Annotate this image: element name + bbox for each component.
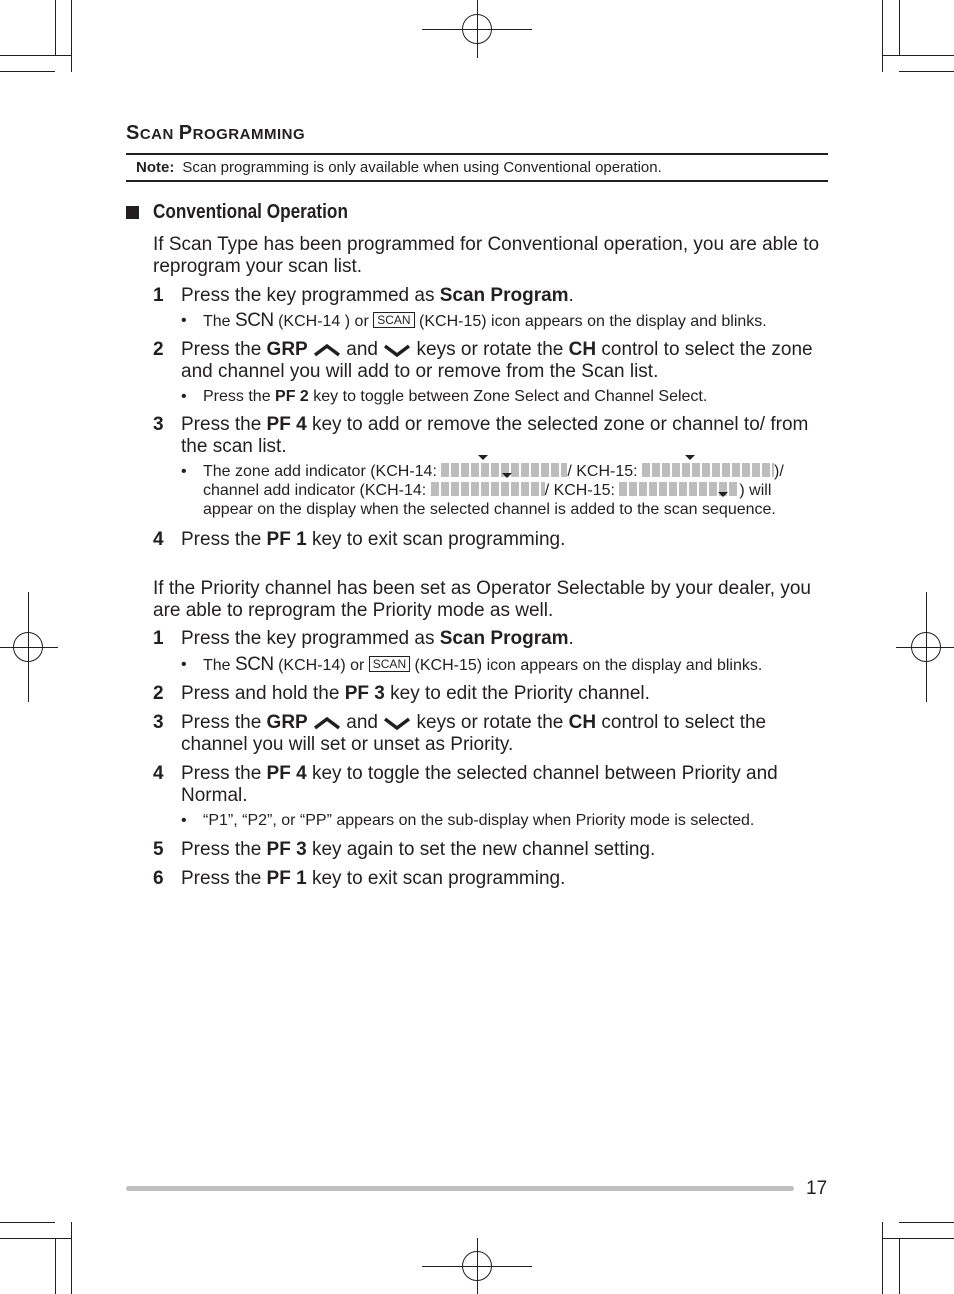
- step-text: Press the PF 3 key again to set the new channel setting.: [181, 839, 656, 860]
- step-text: Press the GRP and keys or rotate the CH control to select the channel you will set or unset as Priority.: [181, 712, 767, 755]
- scn-icon: SCN: [235, 310, 274, 331]
- step-number: 2: [153, 339, 164, 360]
- registration-mark: [13, 632, 43, 662]
- step-number: 4: [153, 763, 164, 784]
- step-number: 1: [153, 628, 164, 649]
- registration-mark: [462, 14, 492, 44]
- step-text: Press the key programmed as Scan Program.: [181, 285, 574, 306]
- bullet-dot: •: [181, 388, 187, 405]
- step-item: [153, 285, 833, 307]
- step-text: Press the PF 4 key to toggle the selected channel between Priority and Normal.: [181, 763, 778, 806]
- step-item: [153, 868, 833, 890]
- lcd-zone-indicator-kch15: [642, 463, 774, 477]
- step-item: [153, 763, 833, 807]
- crop-mark: [882, 1222, 883, 1294]
- step-item: [153, 628, 833, 650]
- registration-mark: [911, 632, 941, 662]
- step-item: [153, 339, 833, 383]
- intro-paragraph: If the Priority channel has been set as Operator Selectable by your dealer, you are able to reprogram the Priority mode as well.: [153, 578, 811, 621]
- note-box: [126, 153, 828, 182]
- bullet-item: [181, 811, 831, 830]
- bullet-text: The SCN (KCH-14 ) or SCAN (KCH-15) icon appears on the display and blinks.: [203, 310, 767, 331]
- lcd-channel-indicator-kch14: [431, 482, 545, 496]
- registration-mark: [462, 1251, 492, 1281]
- title-text: ROGRAMMING: [192, 126, 306, 143]
- step-item: [153, 712, 833, 756]
- scan-icon: SCAN: [369, 656, 410, 672]
- page-number: 17: [806, 1178, 828, 1199]
- crop-mark: [0, 71, 55, 72]
- crop-mark: [899, 0, 900, 55]
- bullet-dot: •: [181, 812, 187, 829]
- step-text: Press and hold the PF 3 key to edit the Priority channel.: [181, 683, 650, 704]
- step-text: Press the PF 1 key to exit scan programming.: [181, 868, 566, 889]
- title-text: S: [126, 122, 140, 144]
- step-item: [153, 683, 833, 705]
- title-text: CAN: [139, 126, 174, 143]
- crop-mark: [882, 55, 954, 56]
- bullet-text: “P1”, “P2”, or “PP” appears on the sub-display when Priority mode is selected.: [203, 812, 755, 829]
- crop-mark: [55, 1239, 56, 1294]
- bullet-text: The SCN (KCH-14) or SCAN (KCH-15) icon appears on the display and blinks.: [203, 654, 763, 675]
- step-number: 6: [153, 868, 164, 889]
- bullet-item: [181, 387, 831, 406]
- bullet-text: Press the PF 2 key to toggle between Zone Select and Channel Select.: [203, 388, 708, 405]
- step-text: Press the PF 1 key to exit scan programming.: [181, 529, 566, 550]
- step-text: Press the GRP and keys or rotate the CH control to select the zone and channel you will add to or remove from the Scan list.: [181, 339, 813, 382]
- section-heading: [126, 201, 380, 224]
- step-number: 2: [153, 683, 164, 704]
- note-label: Note:: [136, 159, 175, 176]
- bullet-item: [181, 655, 831, 675]
- crop-mark: [55, 0, 56, 55]
- step-number: 3: [153, 712, 164, 733]
- step-text: Press the PF 4 key to add or remove the selected zone or channel to/ from the scan list.: [181, 414, 809, 457]
- note-text: Scan programming is only available when using Conventional operation.: [182, 159, 662, 176]
- bullet-dot: •: [181, 656, 187, 673]
- square-bullet-icon: [126, 206, 139, 219]
- step-item: [153, 529, 833, 551]
- page-title: [126, 122, 305, 145]
- scan-icon: SCAN: [373, 312, 414, 328]
- crop-mark: [899, 71, 954, 72]
- chevron-down-icon: [383, 343, 411, 357]
- crop-mark: [71, 1222, 72, 1294]
- crop-mark: [0, 1238, 72, 1239]
- crop-mark: [882, 0, 883, 72]
- step-number: 5: [153, 839, 164, 860]
- crop-mark: [0, 1222, 55, 1223]
- step-item: [153, 414, 833, 458]
- bullet-item: [181, 311, 831, 331]
- crop-mark: [71, 0, 72, 72]
- crop-mark: [899, 1222, 954, 1223]
- chevron-up-icon: [313, 343, 341, 357]
- crop-mark: [882, 1238, 954, 1239]
- footer-rule: [126, 1186, 794, 1191]
- step-number: 3: [153, 414, 164, 435]
- step-number: 1: [153, 285, 164, 306]
- step-item: [153, 839, 833, 861]
- lcd-zone-indicator-kch14: [441, 463, 567, 477]
- crop-mark: [899, 1239, 900, 1294]
- title-text: P: [178, 122, 193, 144]
- step-text: Press the key programmed as Scan Program.: [181, 628, 574, 649]
- crop-mark: [0, 55, 72, 56]
- bullet-item: [181, 462, 831, 519]
- bullet-dot: •: [181, 463, 187, 480]
- step-number: 4: [153, 529, 164, 550]
- intro-paragraph: If Scan Type has been programmed for Conventional operation, you are able to reprogram your scan list.: [153, 234, 820, 277]
- bullet-dot: •: [181, 312, 187, 329]
- scn-icon: SCN: [235, 654, 274, 675]
- lcd-channel-indicator-kch15: [619, 482, 739, 496]
- section-heading-text: Conventional Operation: [153, 201, 348, 223]
- bullet-text: The zone add indicator (KCH-14: / KCH-15: )/ channel add indicator (KCH-14: / KCH-15: ) will appear on the display when the selected channel is added to the scan sequence.: [203, 462, 831, 519]
- chevron-up-icon: [313, 716, 341, 730]
- chevron-down-icon: [383, 716, 411, 730]
